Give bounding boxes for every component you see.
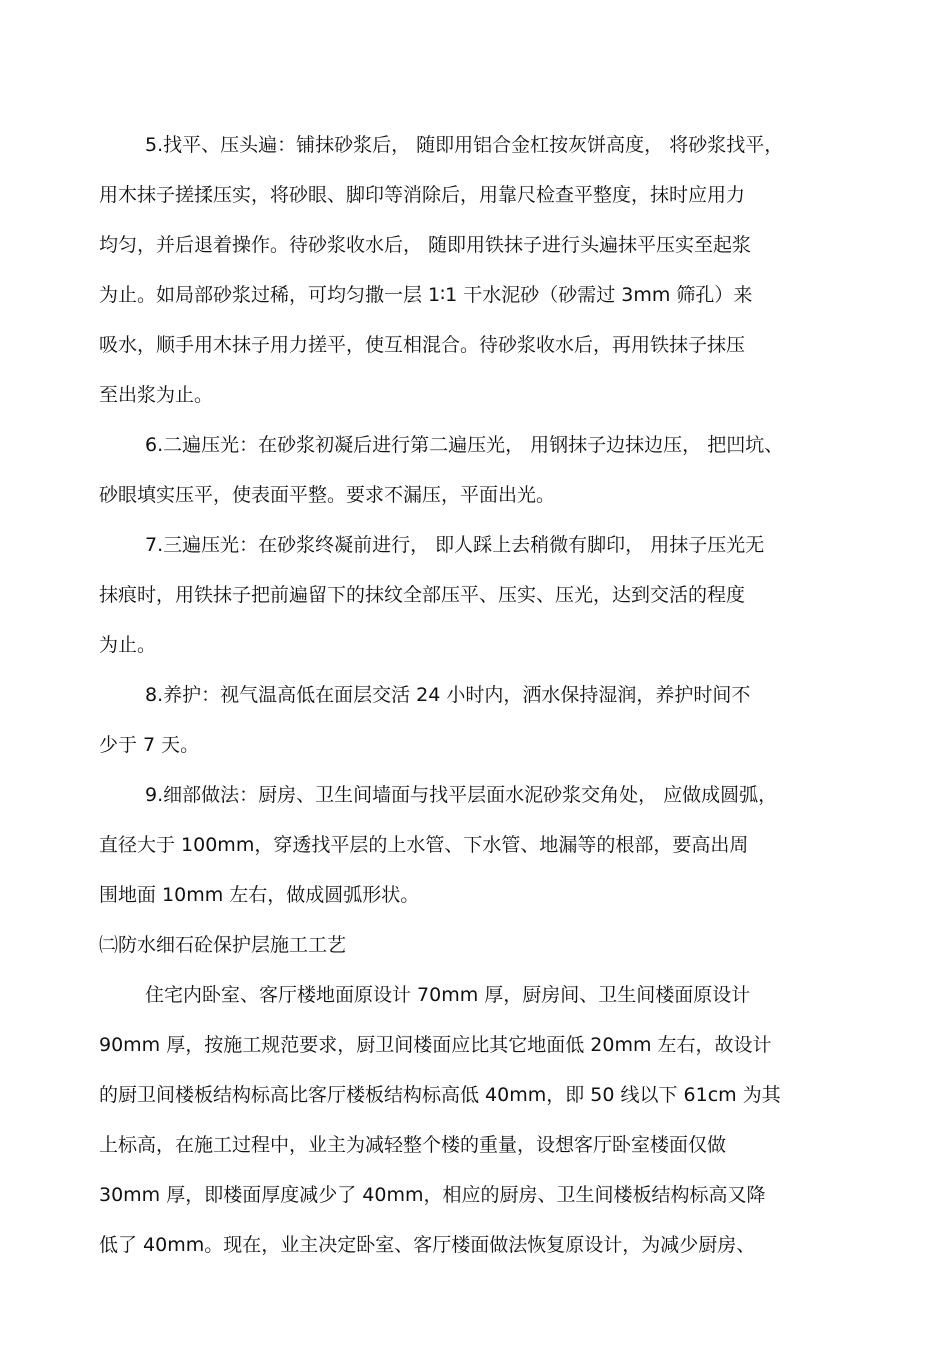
text-line: 9.细部做法：厨房、卫生间墙面与找平层面水泥砂浆交角处， 应做成圆弧， xyxy=(145,784,778,806)
text-line: 5.找平、压头遍：铺抹砂浆后， 随即用铝合金杠按灰饼高度， 将砂浆找平， xyxy=(145,134,784,156)
text-line: 直径大于 100mm，穿透找平层的上水管、下水管、地漏等的根部，要高出周 xyxy=(99,834,749,856)
text-line: 用木抹子搓揉压实，将砂眼、脚印等消除后，用靠尺检查平整度，抹时应用力 xyxy=(99,184,746,206)
text-line: 7.三遍压光：在砂浆终凝前进行， 即人踩上去稍微有脚印， 用抹子压光无 xyxy=(145,534,765,556)
text-line: 30mm 厚，即楼面厚度减少了 40mm，相应的厨房、卫生间楼板结构标高又降 xyxy=(99,1184,766,1206)
text-line: 8.养护：视气温高低在面层交活 24 小时内，洒水保持湿润，养护时间不 xyxy=(145,684,751,706)
text-line: 围地面 10mm 左右，做成圆弧形状。 xyxy=(99,884,420,906)
text-line: 均匀，并后退着操作。待砂浆收水后， 随即用铁抹子进行头遍抹平压实至起浆 xyxy=(99,234,752,256)
text-line: 住宅内卧室、客厅楼地面原设计 70mm 厚，厨房间、卫生间楼面原设计 xyxy=(145,984,751,1006)
text-line: 至出浆为止。 xyxy=(99,384,214,406)
text-line: 90mm 厚，按施工规范要求，厨卫间楼面应比其它地面低 20mm 左右，故设计 xyxy=(99,1034,772,1056)
text-line: 砂眼填实压平，使表面平整。要求不漏压，平面出光。 xyxy=(99,484,556,506)
text-line: 为止。如局部砂浆过稀，可均匀撒一层 1∶1 干水泥砂（砂需过 3mm 筛孔）来 xyxy=(99,284,753,306)
text-line: 6.二遍压光：在砂浆初凝后进行第二遍压光， 用钢抹子边抹边压， 把凹坑、 xyxy=(145,434,784,456)
text-line: 的厨卫间楼板结构标高比客厅楼板结构标高低 40mm，即 50 线以下 61cm 为其 xyxy=(99,1084,781,1106)
text-line: 低了 40mm。现在，业主决定卧室、客厅楼面做法恢复原设计，为减少厨房、 xyxy=(99,1234,756,1256)
section-heading: ㈡防水细石砼保护层施工工艺 xyxy=(99,934,347,956)
text-line: 抹痕时，用铁抹子把前遍留下的抹纹全部压平、压实、压光，达到交活的程度 xyxy=(99,584,746,606)
text-line: 上标高，在施工过程中，业主为减轻整个楼的重量，设想客厅卧室楼面仅做 xyxy=(99,1134,727,1156)
text-line: 少于 7 天。 xyxy=(99,734,200,756)
text-line: 吸水，顺手用木抹子用力搓平，使互相混合。待砂浆收水后，再用铁抹子抹压 xyxy=(99,334,746,356)
text-line: 为止。 xyxy=(99,634,157,656)
